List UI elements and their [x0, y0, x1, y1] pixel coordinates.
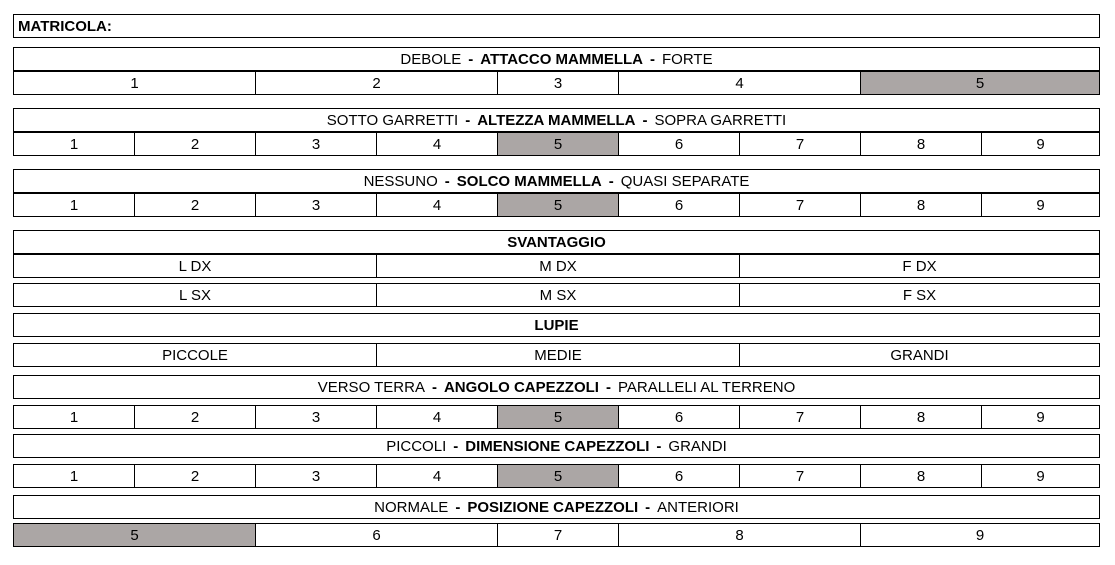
separator: -: [605, 378, 611, 396]
svantaggio-l-dx[interactable]: L DX: [14, 255, 377, 277]
altezza-score-9[interactable]: 9: [1036, 135, 1045, 153]
dimensione-score-2[interactable]: 2: [135, 465, 256, 487]
solco-score-row: [13, 193, 1100, 217]
attacco-score-1[interactable]: 1: [14, 72, 256, 94]
dimensione-score-1[interactable]: 1: [14, 465, 135, 487]
solco-score-3[interactable]: 3: [256, 194, 377, 216]
solco-score-1[interactable]: 1: [14, 194, 135, 216]
altezza-score-2[interactable]: 2: [135, 133, 256, 155]
attacco-score-2[interactable]: 2: [256, 72, 498, 94]
dimensione-score-row: [13, 464, 1100, 488]
attacco-high-label: FORTE: [662, 50, 713, 68]
dimensione-low-label: PICCOLI: [386, 437, 447, 455]
separator: -: [656, 437, 662, 455]
attacco-score-row: [13, 71, 1100, 95]
solco-high-label: QUASI SEPARATE: [620, 172, 750, 190]
attacco-score-3[interactable]: 3: [498, 72, 619, 94]
posizione-low-label: NORMALE: [374, 498, 449, 516]
dimensione-header: [14, 435, 1099, 457]
lupie-title: LUPIE: [534, 316, 579, 334]
altezza-score-4[interactable]: 4: [377, 133, 498, 155]
posizione-title: POSIZIONE CAPEZZOLI: [467, 498, 639, 516]
lupie-grandi[interactable]: GRANDI: [890, 346, 949, 364]
solco-score-6[interactable]: 6: [619, 194, 740, 216]
posizione-score-6[interactable]: 6: [256, 524, 498, 546]
lupie-header-row: [13, 313, 1100, 337]
dimensione-header-row: [13, 434, 1100, 458]
altezza-high-label: SOPRA GARRETTI: [654, 111, 787, 129]
dimensione-score-8[interactable]: 8: [861, 465, 982, 487]
solco-score-2[interactable]: 2: [135, 194, 256, 216]
altezza-score-6[interactable]: 6: [619, 133, 740, 155]
dimensione-score-6[interactable]: 6: [619, 465, 740, 487]
dimensione-score-5-selected[interactable]: 5: [498, 465, 619, 487]
angolo-low-label: VERSO TERRA: [317, 378, 425, 396]
angolo-header-row: [13, 375, 1100, 399]
solco-score-5-selected[interactable]: 5: [498, 194, 619, 216]
attacco-low-label: DEBOLE: [400, 50, 462, 68]
solco-score-9[interactable]: 9: [1036, 196, 1045, 214]
svantaggio-sx-row: [13, 283, 1100, 307]
svantaggio-f-sx[interactable]: F SX: [902, 286, 937, 304]
posizione-score-5-selected[interactable]: 5: [14, 524, 256, 546]
solco-score-4[interactable]: 4: [377, 194, 498, 216]
dimensione-high-label: GRANDI: [668, 437, 727, 455]
lupie-option-row: [13, 343, 1100, 367]
solco-title: SOLCO MAMMELLA: [456, 172, 602, 190]
angolo-title: ANGOLO CAPEZZOLI: [443, 378, 599, 396]
posizione-score-row: [13, 523, 1100, 547]
svantaggio-dx-row: [13, 254, 1100, 278]
separator: -: [453, 437, 459, 455]
solco-header: [14, 170, 1099, 192]
lupie-piccole[interactable]: PICCOLE: [14, 344, 377, 366]
svantaggio-f-dx[interactable]: F DX: [902, 257, 937, 275]
attacco-title: ATTACCO MAMMELLA: [480, 50, 644, 68]
angolo-score-7[interactable]: 7: [740, 406, 861, 428]
title-row: [13, 14, 1100, 38]
udder-evaluation-sheet: [13, 14, 1100, 550]
attacco-score-4[interactable]: 4: [619, 72, 861, 94]
posizione-score-9[interactable]: 9: [975, 526, 985, 544]
angolo-header: [14, 376, 1099, 398]
separator: -: [608, 172, 614, 190]
altezza-header-row: [13, 108, 1100, 132]
angolo-score-4[interactable]: 4: [377, 406, 498, 428]
dimensione-score-4[interactable]: 4: [377, 465, 498, 487]
angolo-high-label: PARALLELI AL TERRENO: [617, 378, 796, 396]
angolo-score-8[interactable]: 8: [861, 406, 982, 428]
separator: -: [465, 111, 471, 129]
separator: -: [650, 50, 656, 68]
separator: -: [455, 498, 461, 516]
altezza-score-3[interactable]: 3: [256, 133, 377, 155]
solco-header-row: [13, 169, 1100, 193]
altezza-score-5-selected[interactable]: 5: [498, 133, 619, 155]
svantaggio-header-row: [13, 230, 1100, 254]
lupie-medie[interactable]: MEDIE: [377, 344, 740, 366]
solco-low-label: NESSUNO: [363, 172, 438, 190]
altezza-score-1[interactable]: 1: [14, 133, 135, 155]
altezza-score-8[interactable]: 8: [861, 133, 982, 155]
dimensione-score-3[interactable]: 3: [256, 465, 377, 487]
attacco-header: [14, 48, 1099, 70]
posizione-score-7[interactable]: 7: [498, 524, 619, 546]
solco-score-8[interactable]: 8: [861, 194, 982, 216]
posizione-high-label: ANTERIORI: [657, 498, 739, 516]
svantaggio-title: SVANTAGGIO: [507, 233, 606, 251]
separator: -: [431, 378, 437, 396]
angolo-score-3[interactable]: 3: [256, 406, 377, 428]
svantaggio-l-sx[interactable]: L SX: [14, 284, 377, 306]
dimensione-title: DIMENSIONE CAPEZZOLI: [465, 437, 650, 455]
attacco-header-row: [13, 47, 1100, 71]
angolo-score-2[interactable]: 2: [135, 406, 256, 428]
altezza-title: ALTEZZA MAMMELLA: [477, 111, 636, 129]
solco-score-7[interactable]: 7: [740, 194, 861, 216]
angolo-score-6[interactable]: 6: [619, 406, 740, 428]
dimensione-score-7[interactable]: 7: [740, 465, 861, 487]
angolo-score-5-selected[interactable]: 5: [498, 406, 619, 428]
altezza-header: [14, 109, 1099, 131]
svantaggio-m-dx[interactable]: M DX: [377, 255, 740, 277]
separator: -: [642, 111, 648, 129]
separator: -: [468, 50, 474, 68]
altezza-score-7[interactable]: 7: [740, 133, 861, 155]
angolo-score-row: [13, 405, 1100, 429]
matricola-label: MATRICOLA:: [18, 17, 112, 35]
posizione-header: [14, 496, 1099, 518]
attacco-score-5-selected[interactable]: 5: [861, 72, 1099, 94]
svantaggio-m-sx[interactable]: M SX: [377, 284, 740, 306]
separator: -: [645, 498, 651, 516]
posizione-header-row: [13, 495, 1100, 519]
angolo-score-9[interactable]: 9: [1036, 408, 1045, 426]
altezza-score-row: [13, 132, 1100, 156]
posizione-score-8[interactable]: 8: [619, 524, 861, 546]
dimensione-score-9[interactable]: 9: [1036, 467, 1045, 485]
altezza-low-label: SOTTO GARRETTI: [326, 111, 459, 129]
angolo-score-1[interactable]: 1: [14, 406, 135, 428]
separator: -: [444, 172, 450, 190]
